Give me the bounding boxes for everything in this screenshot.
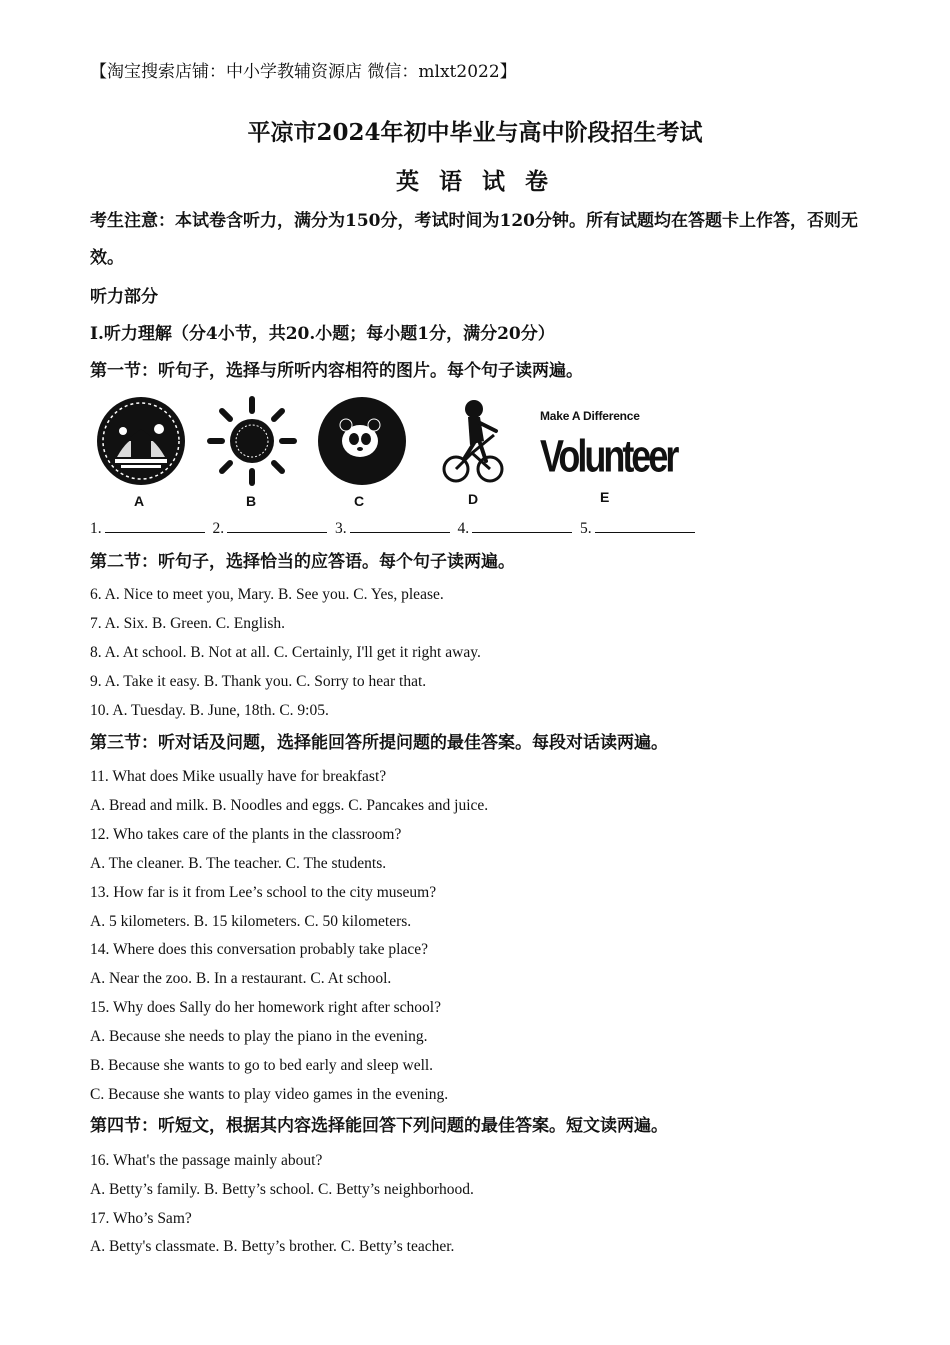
volunteer-logo-top-text: Make A Difference xyxy=(540,409,640,423)
question-line: A. Bread and milk. B. Noodles and eggs. C. Pancakes and juice. xyxy=(90,797,489,814)
pictures-row xyxy=(90,395,680,513)
picture-label-c: C xyxy=(354,493,365,509)
section-title: Ⅰ.听力理解（分4小节，共20.小题；每小题1分，满分20分） xyxy=(90,324,555,344)
picture-label-d: D xyxy=(468,491,479,507)
question-line: 7. A. Six. B. Green. C. English. xyxy=(90,615,286,632)
sun-icon xyxy=(206,395,298,487)
question-line: 15. Why does Sally do her homework right after school? xyxy=(90,999,441,1016)
volunteer-logo-main-text: Volunteer xyxy=(540,430,677,482)
question-line: 16. What's the passage mainly about? xyxy=(90,1152,323,1169)
blank-label-3: 3. xyxy=(335,520,347,537)
answer-blank-5[interactable] xyxy=(595,520,695,533)
ad-line: 【淘宝搜索店铺：中小学教辅资源店 微信：mlxt2022】 xyxy=(90,62,517,82)
question-line: A. Because she needs to play the piano in the evening. xyxy=(90,1028,428,1045)
answer-blank-1[interactable] xyxy=(105,520,205,533)
question-line: 12. Who takes care of the plants in the classroom? xyxy=(90,826,402,843)
panda-icon xyxy=(316,395,408,487)
picture-label-a: A xyxy=(134,493,145,509)
question-line: A. Betty’s family. B. Betty’s school. C. Betty’s neighborhood. xyxy=(90,1181,474,1198)
answer-blank-3[interactable] xyxy=(350,520,450,533)
answer-blank-4[interactable] xyxy=(472,520,572,533)
answer-blanks xyxy=(90,520,699,538)
picture-label-b: B xyxy=(246,493,257,509)
question-line: 6. A. Nice to meet you, Mary. B. See you. C. Yes, please. xyxy=(90,586,444,603)
section2-title: 第二节：听句子，选择恰当的应答语。每个句子读两遍。 xyxy=(90,552,515,572)
section3-title: 第三节：听对话及问题，选择能回答所提问题的最佳答案。每段对话读两遍。 xyxy=(90,733,668,753)
question-line: A. The cleaner. B. The teacher. C. The students. xyxy=(90,855,387,872)
question-line: 10. A. Tuesday. B. June, 18th. C. 9:05. xyxy=(90,702,329,719)
blank-label-2: 2. xyxy=(212,520,225,537)
question-line: 8. A. At school. B. Not at all. C. Certainly, I'll get it right away. xyxy=(90,644,481,661)
part-title: 听力部分 xyxy=(90,287,158,307)
exam-title: 平凉市2024年初中毕业与高中阶段招生考试 xyxy=(247,119,703,146)
question-line: 11. What does Mike usually have for breakfast? xyxy=(90,768,387,785)
blank-label-5: 5. xyxy=(580,520,592,537)
cyclist-icon xyxy=(440,395,506,487)
question-line: B. Because she wants to go to bed early and sleep well. xyxy=(90,1057,434,1074)
notice: 考生注意：本试卷含听力，满分为150分，考试时间为120分钟。所有试题均在答题卡上作答，否则无效。 xyxy=(90,211,858,268)
blank-label-4: 4. xyxy=(457,520,470,537)
section1-title: 第一节：听句子，选择与所听内容相符的图片。每个句子读两遍。 xyxy=(90,361,583,381)
question-line: C. Because she wants to play video games in the evening. xyxy=(90,1086,449,1103)
section4-title: 第四节：听短文，根据其内容选择能回答下列问题的最佳答案。短文读两遍。 xyxy=(90,1116,668,1136)
question-line: A. Betty's classmate. B. Betty’s brother. C. Betty’s teacher. xyxy=(90,1238,455,1255)
picture-label-e: E xyxy=(600,489,610,505)
blank-label-1: 1. xyxy=(90,520,102,537)
exam-subtitle: 英 语 试 卷 xyxy=(395,168,555,195)
question-line: 17. Who’s Sam? xyxy=(90,1210,192,1227)
volunteer-logo-icon xyxy=(540,409,675,489)
question-line: 14. Where does this conversation probably take place? xyxy=(90,941,429,958)
question-line: 9. A. Take it easy. B. Thank you. C. Sorry to hear that. xyxy=(90,673,427,690)
question-line: A. 5 kilometers. B. 15 kilometers. C. 50 kilometers. xyxy=(90,913,412,930)
question-line: A. Near the zoo. B. In a restaurant. C. At school. xyxy=(90,970,392,987)
question-line: 13. How far is it from Lee’s school to the city museum? xyxy=(90,884,437,901)
paper-cut-circle-icon xyxy=(95,395,187,487)
answer-blank-2[interactable] xyxy=(227,520,327,533)
